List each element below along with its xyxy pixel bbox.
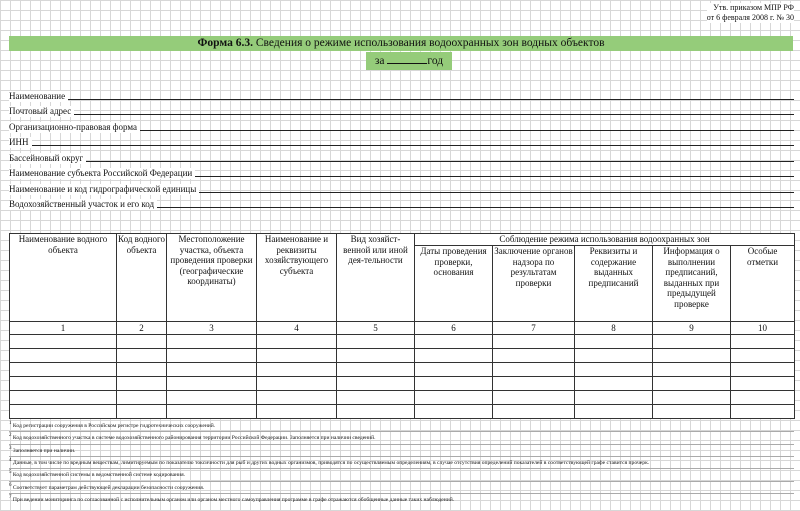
- field-water-section[interactable]: [9, 195, 794, 211]
- column-number: 9: [653, 322, 731, 335]
- footnote-text: Код водохозяйственной системы в ведомственной системе кодирования.: [12, 472, 186, 479]
- field-label: Почтовый адрес: [9, 106, 74, 117]
- column-number: 7: [493, 322, 575, 335]
- col-header-entity: Наименование и реквизиты хозяйствующего субъекта: [257, 234, 337, 322]
- col-header-activity-type: Вид хозяйст-венной или иной дея-тельности: [337, 234, 415, 322]
- field-line[interactable]: [195, 176, 794, 177]
- table-row[interactable]: [10, 391, 795, 405]
- form-title: [9, 36, 793, 51]
- year-suffix: год: [427, 55, 444, 67]
- organization-fields: [9, 86, 794, 210]
- field-label: Водохозяйственный участок и его код: [9, 199, 157, 210]
- approval-line-1: Утв. приказом МПР РФ: [713, 3, 794, 12]
- field-postal-address[interactable]: [9, 102, 794, 118]
- field-name[interactable]: [9, 86, 794, 102]
- footnote: $^6$ Соответствует параметрам действующей декларации безопасности сооружения.: [9, 481, 794, 493]
- table-row[interactable]: [10, 405, 795, 419]
- field-line[interactable]: [157, 207, 794, 208]
- footnote-text: Код водохозяйственного участка в системе водохозяйственного районирования территории Российской Федерации. Заполняется при наличии сведений.: [12, 435, 376, 442]
- column-number: 10: [731, 322, 795, 335]
- field-label: Организационно-правовая форма: [9, 122, 140, 133]
- footnote-text: Данные, в том числе по вредным веществам, лимитируемым по показателю токсичности для рыб и других водных организмов, приводятся по осуществляемым определениям, в случае отсутствия определений показателей в соответствующей графе ставится прочерк.: [12, 459, 650, 466]
- col-header-special-notes: Особые отметки: [731, 246, 795, 322]
- field-line[interactable]: [32, 145, 795, 146]
- table-row[interactable]: [10, 363, 795, 377]
- field-line[interactable]: [140, 130, 794, 131]
- field-hydrographic-unit[interactable]: [9, 179, 794, 195]
- column-number: 6: [415, 322, 493, 335]
- form-number: Форма 6.3.: [197, 37, 253, 49]
- year-prefix: за: [374, 55, 385, 67]
- column-number: 8: [575, 322, 653, 335]
- table-row[interactable]: [10, 349, 795, 363]
- col-header-location: Местоположение участка, объекта проведения проверки (географические координаты): [167, 234, 257, 322]
- field-inn[interactable]: [9, 133, 794, 149]
- footnote: $^2$ Код водохозяйственного участка в системе водохозяйственного районирования территории Российской Федерации. Заполняется при наличии сведений.: [9, 431, 794, 443]
- footnote: $^1$ Код регистрации сооружения в Российском регистре гидротехнических сооружений.: [9, 421, 216, 429]
- footnote-text: Соответствует параметрам действующей декларации безопасности сооружения.: [12, 484, 205, 491]
- column-number: 2: [117, 322, 167, 335]
- col-header-orders-execution: Информация о выполнении предписаний, выданных при предыдущей проверке: [653, 246, 731, 322]
- footnote-text: При ведении мониторинга по согласованной с исполнительным органом или органом местного самоуправления программе в графе отражаются обобщенные данные таких наблюдений.: [12, 497, 455, 504]
- col-header-inspection-dates: Даты проведения проверки, основания: [415, 246, 493, 322]
- water-protection-table: [9, 233, 795, 419]
- column-number: 5: [337, 322, 415, 335]
- footnotes: [9, 420, 794, 506]
- col-header-conclusion: Заключение органов надзора по результатам проверки: [493, 246, 575, 322]
- footnote: $^4$ Данные, в том числе по вредным веществам, лимитируемым по показателю токсичности для рыб и других водных организмов, приводятся по осуществляемым определениям, в случае отсутствия определений показателей в соответствующей графе ставится прочерк.: [9, 456, 794, 468]
- approval-note: [707, 3, 794, 23]
- field-federal-subject[interactable]: [9, 164, 794, 180]
- col-header-water-object: Наименование водного объекта: [10, 234, 117, 322]
- field-legal-form[interactable]: [9, 117, 794, 133]
- header-row-1: [10, 234, 795, 246]
- column-number: 3: [167, 322, 257, 335]
- footnote: $^5$ Код водохозяйственной системы в ведомственной системе кодирования.: [9, 468, 794, 480]
- col-header-water-object-code: Код водного объекта: [117, 234, 167, 322]
- field-label: Наименование субъекта Российской Федерации: [9, 168, 195, 179]
- report-year: [366, 52, 452, 70]
- table-row[interactable]: [10, 377, 795, 391]
- field-label: Наименование и код гидрографической единицы: [9, 184, 199, 195]
- field-basin-district[interactable]: [9, 148, 794, 164]
- year-blank-field[interactable]: [387, 52, 427, 64]
- col-header-orders: Реквизиты и содержание выданных предписаний: [575, 246, 653, 322]
- form-title-text: Сведения о режиме использования водоохранных зон водных объектов: [252, 37, 605, 49]
- field-label: ИНН: [9, 137, 32, 148]
- table-row[interactable]: [10, 335, 795, 349]
- footnote-text: Заполняется при наличии.: [12, 447, 76, 454]
- field-label: Наименование: [9, 91, 68, 102]
- field-line[interactable]: [199, 192, 794, 193]
- field-label: Бассейновый округ: [9, 153, 86, 164]
- field-line[interactable]: [74, 114, 794, 115]
- column-number: 4: [257, 322, 337, 335]
- column-numbers-row: [10, 322, 795, 335]
- footnote-text: Код регистрации сооружения в Российском регистре гидротехнических сооружений.: [12, 422, 216, 429]
- footnote: $^7$ При ведении мониторинга по согласованной с исполнительным органом или органом местного самоуправления программе в графе отражаются обобщенные данные таких наблюдений.: [9, 493, 794, 505]
- column-number: 1: [10, 322, 117, 335]
- field-line[interactable]: [86, 161, 794, 162]
- field-line[interactable]: [68, 99, 794, 100]
- approval-line-2: от 6 февраля 2008 г. № 30: [706, 13, 794, 22]
- col-group-compliance: Соблюдение режима использования водоохранных зон: [415, 234, 795, 246]
- footnote: $^3$ Заполняется при наличии.: [9, 444, 794, 456]
